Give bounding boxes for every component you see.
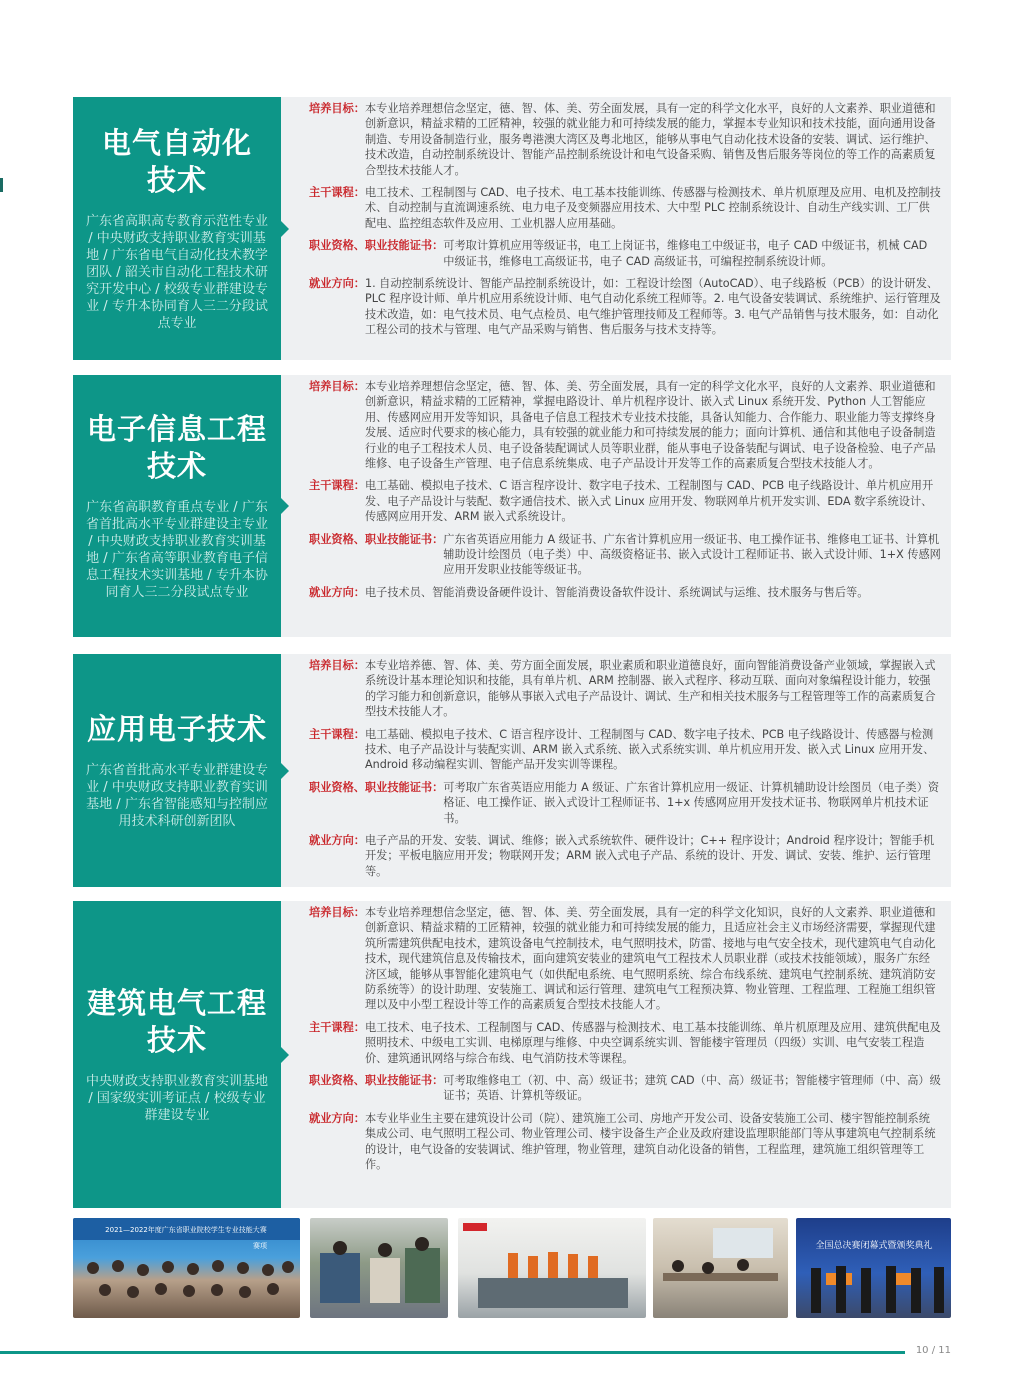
row-label: 职业资格、职业技能证书： — [309, 532, 444, 546]
row-text: 电工技术、工程制图与 CAD、电子技术、电工基本技能训练、传感器与检测技术、单片机原理及应用、电机及控制技术、自动控制与直流调速系统、电力电子及变频器应用技术、大中型 PLC 控制系统设计、自动生产线实训、工厂供配电、监控组态软件及应用、工业机器人应用基础。 — [364, 186, 941, 230]
row-text: 本专业培养理想信念坚定，德、智、体、美、劳全面发展，具有一定的科学文化水平，良好的人文素养、职业道德和创新意识，精益求精的工匠精神，较强的就业能力和可持续发展的能力，掌握本专业知识和技术技能，面向通用设备制造、专用设备制造行业，服务粤港澳大湾区及粤北地区，能够从事电气自动化技术设备的安装、调试、运行维护、技术改造，自动控制系统设计、智能产品控制系统设计和电气设备采购、销售及售后服务等岗位的等工作的高素质复合型技术技能人才。 — [364, 102, 936, 177]
award-ceremony-photo — [796, 1218, 951, 1318]
row-text: 本专业毕业生主要在建筑设计公司（院）、建筑施工公司、房地产开发公司、设备安装施工公司、楼宇智能控制系统集成公司、电气照明工程公司、物业管理公司、楼宇设备生产企业及政府建设监理职能部门等从事建筑电气控制系统的设计，电气设备的安装调试、维护管理，物业管理，建筑自动化设备的销售，工程监理，建筑施工组织管理等工作。 — [364, 1111, 936, 1172]
classroom-photo — [653, 1218, 788, 1318]
major-title-panel — [73, 654, 281, 887]
major-title-panel — [73, 901, 281, 1208]
major-title: 应用电子技术 — [86, 712, 267, 746]
team-photo-figures — [73, 1218, 300, 1318]
row-label: 职业资格、职业技能证书： — [309, 780, 444, 794]
row-label: 培养目标： — [309, 380, 365, 393]
robot-photo-shapes — [458, 1218, 646, 1318]
photo-banner-text: 2021—2022年度广东省职业院校学生专业技能大赛 — [105, 1226, 267, 1234]
photo-banner-text-2: 赛项 — [253, 1242, 267, 1250]
row-text: 可考取计算机应用等级证书，电工上岗证书，维修电工中级证书，电子 CAD 中级证书，机械 CAD 中级证书，维修电工高级证书，电子 CAD 高级证书，可编程控制系统设计师。 — [443, 239, 928, 268]
row-label: 主干课程： — [309, 1020, 365, 1034]
certificates-row — [309, 1073, 941, 1104]
row-label: 就业方向： — [309, 585, 365, 599]
row-text: 可考取维修电工（初、中、高）级证书；建筑 CAD（中、高）级证书；智能楼宇管理师（中、高）级证书；英语、计算机等级证。 — [443, 1074, 941, 1103]
row-label: 主干课程： — [309, 479, 365, 493]
certificates-row — [309, 532, 941, 578]
robot-competition-photo — [458, 1218, 646, 1318]
award-photo-shapes — [796, 1218, 951, 1318]
certificates-row — [309, 238, 941, 269]
row-label: 培养目标： — [309, 659, 365, 672]
row-text: 电子产品的开发、安装、调试、维修；嵌入式系统软件、硬件设计；C++ 程序设计；Android 程序设计；智能手机开发；平板电脑应用开发；物联网开发；ARM 嵌入式电子产品、系统的设计、开发、调试、安装、维护、运行管理等。 — [364, 834, 935, 878]
arrow-pointer — [281, 498, 289, 514]
row-text: 电工基础、模拟电子技术、C 语言程序设计、工程制图与 CAD、数字电子技术、PCB 电子线路设计、传感器与检测技术、电子产品设计与装配实训、ARM 嵌入式系统、嵌入式系统实训、单片机应用开发、嵌入式 Linux 应用开发、Android 移动编程实训、智能产品开发实训等课程。 — [364, 727, 935, 772]
major-title: 电气自动化 技术 — [101, 126, 252, 197]
major-details — [281, 375, 951, 637]
major-description: 广东省首批高水平专业群建设专业 / 中央财政支持职业教育实训基地 / 广东省智能感知与控制应用技术科研创新团队 — [85, 763, 268, 829]
goal-row — [309, 379, 941, 471]
row-label: 就业方向： — [309, 834, 365, 848]
arrow-pointer — [281, 763, 289, 779]
major-details — [281, 654, 951, 887]
courses-row — [309, 1020, 941, 1066]
major-details — [281, 97, 951, 360]
major-details — [281, 901, 951, 1208]
lab-photo-shapes — [310, 1218, 448, 1318]
row-label: 主干课程： — [309, 186, 365, 200]
goal-row — [309, 101, 941, 178]
major-title: 电子信息工程 技术 — [86, 412, 267, 483]
courses-row — [309, 185, 941, 231]
award-banner-text: 全国总决赛闭幕式暨颁奖典礼 — [815, 1241, 933, 1251]
row-text: 广东省英语应用能力 A 级证书、广东省计算机应用一级证书、电工操作证书、维修电工证书、计算机辅助设计绘图员（电子类）中、高级资格证书、嵌入式设计工程师证书、嵌入式设计师、1+X 传感网应用开发职业技能等级证书。 — [443, 532, 941, 577]
row-text: 本专业培养德、智、体、美、劳方面全面发展，职业素质和职业道德良好，面向智能消费设备产业领域，掌握嵌入式系统设计基本理论知识和技能，具有单片机、ARM 控制器、嵌入式程序、移动互联、面向对象编程设计能力，较强的学习能力和创新意识，能够从事嵌入式电子产品设计、调试、生产和相关技术服务与工程管理等工作的高素质复合型技术技能人才。 — [364, 659, 936, 719]
row-label: 培养目标： — [309, 906, 365, 919]
photo-strip — [73, 1218, 951, 1318]
edge-marker — [0, 178, 3, 192]
footer-rule — [0, 1351, 905, 1354]
courses-row — [309, 727, 941, 773]
row-label: 主干课程： — [309, 727, 365, 741]
classroom-photo-shapes — [653, 1218, 788, 1318]
major-section — [73, 97, 951, 360]
courses-row — [309, 478, 941, 524]
major-title-panel — [73, 97, 281, 360]
row-text: 电工技术、电子技术、工程制图与 CAD、传感器与检测技术、电工基本技能训练、单片机原理及应用、建筑供配电及照明技术、中级电工实训、电梯原理与维修、中央空调系统实训、智能楼宇管理员（四级）实训、电气安装工程造价、建筑通讯网络与综合布线、电气消防技术等课程。 — [364, 1020, 941, 1065]
row-text: 可考取广东省英语应用能力 A 级证、广东省计算机应用一级证、计算机辅助设计绘图员（电子类）资格证、电工操作证、嵌入式设计工程师证书、1+x 传感网应用开发技术证书、物联网单片机技术证书。 — [443, 780, 940, 825]
careers-row — [309, 833, 941, 879]
row-text: 本专业培养理想信念坚定，德、智、体、美、劳全面发展，具有一定的科学文化水平，良好的人文素养、职业道德和创新意识，精益求精的工匠精神，掌握电路设计、单片机程序设计、嵌入式 Linux 系统开发、Python 人工智能应用、传感网应用开发等知识，具备电子信息工程技术专业技术技能，具备认知能力、合作能力、职业能力等支撑终身发展、适应时代要求的核心能力，具有较强的就业能力和可持续发展的能力；面向计算机、通信和其他电子设备制造行业的电子工程技术人员、电子设备装配调试人员等职业群，能从事电子设备装配与调试、电子设备检验、电子产品维修、电子设备生产管理、电子信息系统集成、电子产品设计开发等工作的高素质复合型技术技能人才。 — [364, 380, 936, 471]
careers-row — [309, 276, 941, 338]
arrow-pointer — [281, 221, 289, 237]
careers-row — [309, 585, 941, 600]
row-label: 职业资格、职业技能证书： — [309, 1074, 444, 1088]
major-section — [73, 901, 951, 1208]
major-section — [73, 375, 951, 637]
careers-row — [309, 1111, 941, 1173]
row-text: 电工基础、模拟电子技术、C 语言程序设计、数字电子技术、工程制图与 CAD、PCB 电子线路设计、单片机应用开发、电子产品设计与装配、数字通信技术、嵌入式 Linux 应用开发、物联网单片机开发实训、EDA 数字系统设计、传感网应用开发、ARM 嵌入式系统设计。 — [364, 479, 934, 524]
lab-training-photo — [310, 1218, 448, 1318]
row-text: 电子技术员、智能消费设备硬件设计、智能消费设备软件设计、系统调试与运维、技术服务与售后等。 — [364, 585, 869, 599]
row-label: 就业方向： — [309, 1111, 365, 1125]
arrow-pointer — [281, 1047, 289, 1063]
row-label: 就业方向： — [309, 277, 365, 291]
major-description: 广东省高职教育重点专业 / 广东省首批高水平专业群建设主专业 / 中央财政支持职业教育实训基地 / 广东省高等职业教育电子信息工程技术实训基地 / 专升本协同育人三二分段试点专业 — [85, 500, 268, 600]
major-description: 广东省高职高专教育示范性专业 / 中央财政支持职业教育实训基地 / 广东省电气自动化技术教学团队 / 韶关市自动化工程技术研究开发中心 / 校级专业群建设专业 / 专升本协同育人三二分段试点专业 — [85, 214, 268, 331]
row-text: 1. 自动控制系统设计、智能产品控制系统设计，如：工程设计绘图（AutoCAD）、电子线路板（PCB）的设计研发、PLC 程序设计师、单片机应用系统设计师、电气自动化系统工程师等。2. 电气设备安装调试、系统维护、运行管理及技术改造，如：电气技术员、电气点检员、电气维护管理技师及工程师等。3. 电气产品销售与技术服务，如：自动化工程公司的技术与管理、电气产品采购与销售、售后服务与技术支持等。 — [364, 277, 941, 337]
goal-row — [309, 905, 941, 1013]
row-label: 职业资格、职业技能证书： — [309, 239, 444, 253]
row-text: 本专业培养理想信念坚定，德、智、体、美、劳全面发展，具有一定的科学文化知识，良好的人文素养、职业道德和创新意识、精益求精的工匠精神，较强的就业能力和可持续发展的能力，且适应社会主义市场经济需要，掌握现代建筑所需建筑供配电技术，建筑设备电气控制技术，电气照明技术，防雷、接地与电气安全技术，现代建筑电气自动化技术，现代建筑信息及传输技术，面向建筑安装业的建筑电气工程技术人员职业群（或技术技能领域），服务广东经济区域，能够从事智能化建筑电气（如供配电系统、电气照明系统、综合布线系统、建筑电气控制系统、建筑消防安防系统等）的设计助理、安装施工、调试和运行管理、建筑电气工程预决算、物业管理、工程监理、工程施工组织管理以及中小型工程设计等工作的高素质复合型技术技能人才。 — [364, 906, 936, 1012]
goal-row — [309, 658, 941, 720]
page-number: 10 / 11 — [915, 1345, 951, 1356]
major-description: 中央财政支持职业教育实训基地 / 国家级实训考证点 / 校级专业群建设专业 — [85, 1074, 268, 1123]
major-title-panel — [73, 375, 281, 637]
certificates-row — [309, 780, 941, 826]
competition-team-photo — [73, 1218, 300, 1318]
row-label: 培养目标： — [309, 102, 365, 115]
major-section — [73, 654, 951, 887]
major-title: 建筑电气工程 技术 — [86, 986, 267, 1057]
